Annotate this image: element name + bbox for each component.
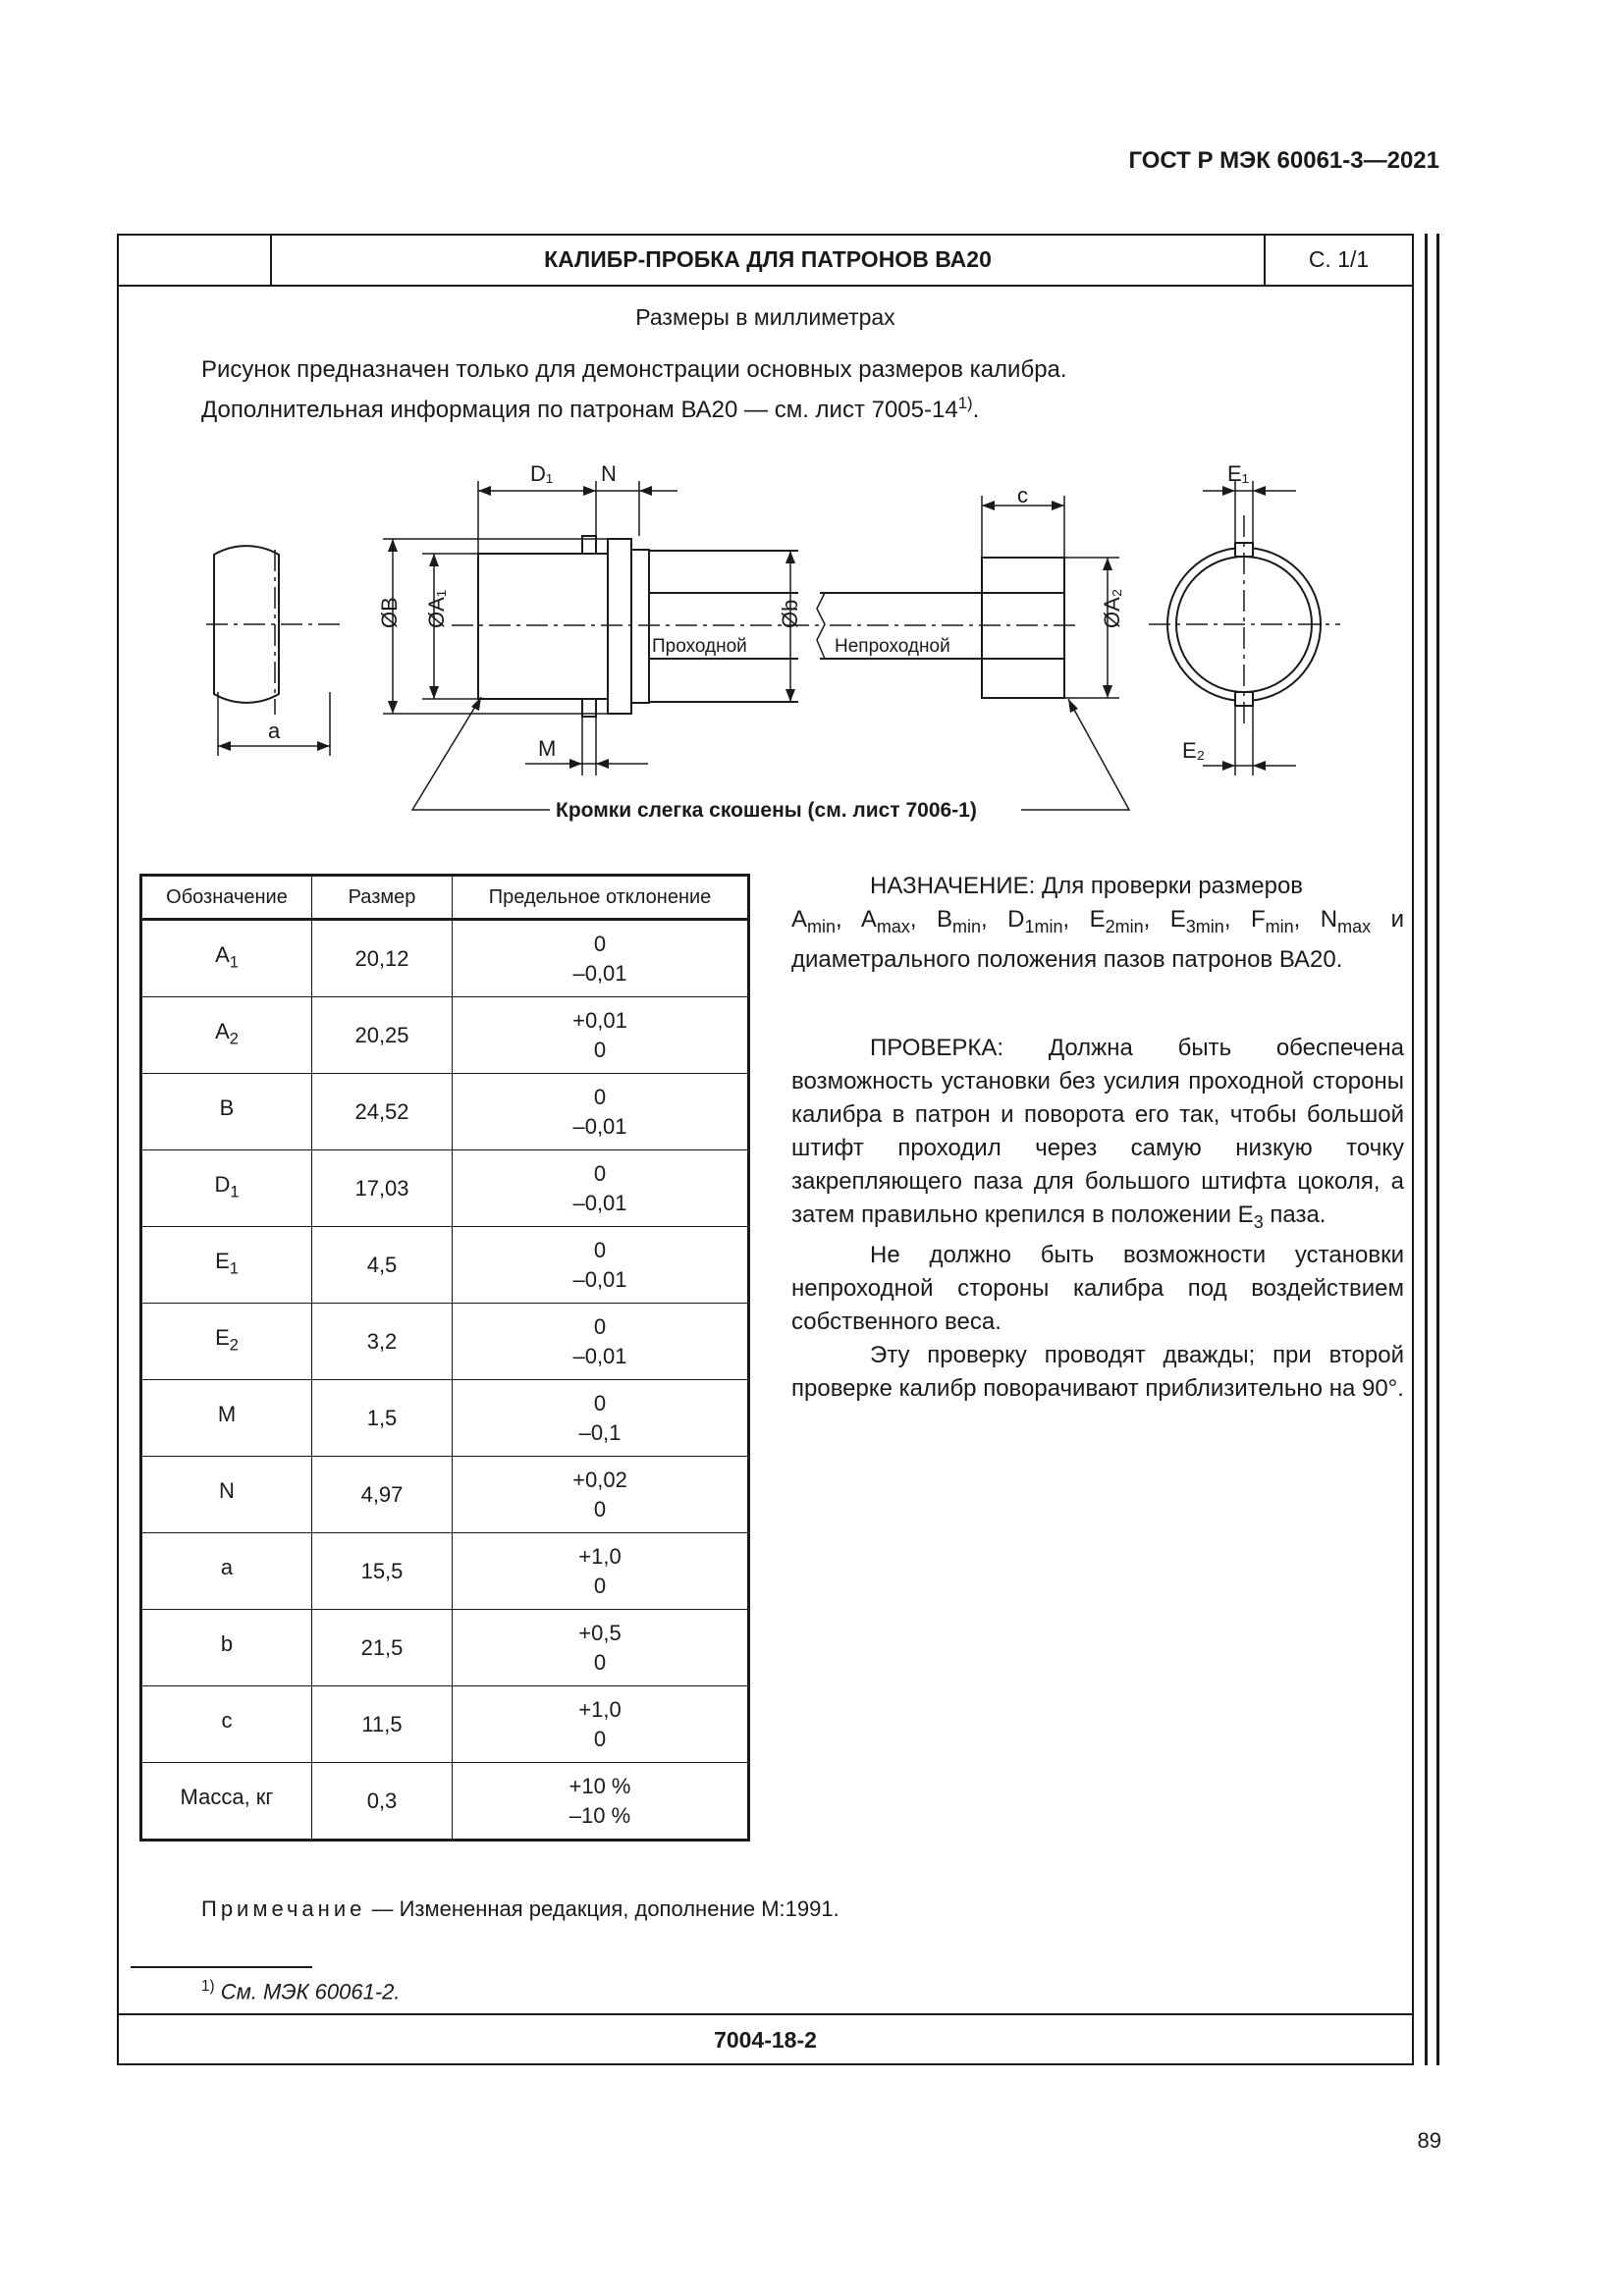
deviation-cell <box>453 1457 749 1533</box>
symbol-sub: max <box>1337 916 1372 936</box>
table-row <box>141 997 749 1074</box>
deviation-cell <box>453 997 749 1074</box>
footnote <box>201 1978 401 2004</box>
deviation-upper: 0 <box>593 1390 607 1415</box>
table-row <box>141 1610 749 1686</box>
purpose-symbol <box>1089 906 1144 936</box>
symbol-letter: A <box>860 906 877 933</box>
table-row <box>141 1457 749 1533</box>
deviation-cell <box>453 1227 749 1304</box>
check-paragraph-3: Эту проверку проводят дважды; при второй проверке калибр поворачивают приблизительно на 90°. <box>791 1341 1404 1402</box>
units-caption: Размеры в миллиметрах <box>635 304 895 330</box>
label-nogo: Непроходной <box>835 636 950 657</box>
table-row <box>141 1533 749 1610</box>
size-cell: 11,5 <box>312 1686 453 1763</box>
deviation-lower: –0,01 <box>572 1343 627 1368</box>
size-cell: 1,5 <box>312 1380 453 1457</box>
designation-cell <box>141 1686 312 1763</box>
table-row <box>141 1763 749 1841</box>
label-b-dia: ØB <box>377 597 402 628</box>
deviation-cell <box>453 1686 749 1763</box>
label-e2: E₂ <box>1182 738 1206 763</box>
designation-sub: 2 <box>229 1030 239 1048</box>
title-blank-cell <box>117 234 272 285</box>
check-paragraph-2: Не должно быть возможности установки непроходной стороны калибра под воздействием собственного веса. <box>791 1241 1404 1335</box>
check-text <box>791 1032 1404 1406</box>
designation-symbol: N <box>219 1477 235 1503</box>
deviation-upper: +0,01 <box>572 1007 627 1033</box>
intro-text <box>201 353 1330 427</box>
designation-cell <box>141 997 312 1074</box>
designation-sub: 1 <box>229 1259 239 1278</box>
deviation-lower: 0 <box>593 1726 607 1751</box>
check-p1-sub: 3 <box>1253 1211 1264 1232</box>
label-e1: E₁ <box>1227 461 1250 486</box>
purpose-symbol <box>1320 906 1372 936</box>
deviation-lower: –0,01 <box>572 1266 627 1292</box>
deviation-lower: 0 <box>593 1573 607 1598</box>
designation-symbol: A <box>215 941 230 967</box>
dimensions-table <box>139 874 750 1842</box>
deviation-cell <box>453 1074 749 1150</box>
designation-sub: 1 <box>229 953 239 972</box>
column-header: Предельное отклонение <box>453 876 749 920</box>
table-row <box>141 920 749 997</box>
purpose-tail: и диаметрального положения пазов патронов ВА20. <box>791 906 1404 973</box>
intro-line-2 <box>201 387 1330 427</box>
designation-sub: 2 <box>229 1336 239 1355</box>
label-n: N <box>601 461 617 486</box>
check-p1-end: паза. <box>1263 1201 1326 1228</box>
table-row <box>141 1074 749 1150</box>
symbol-letter: E <box>1089 906 1106 933</box>
symbol-letter: F <box>1250 906 1266 933</box>
deviation-lower: –0,01 <box>572 960 627 986</box>
footnote-separator <box>131 1966 312 1968</box>
symbol-letter: D <box>1007 906 1025 933</box>
symbol-letter: B <box>936 906 952 933</box>
frame-margin-line <box>1425 234 1428 2065</box>
size-cell: 15,5 <box>312 1533 453 1610</box>
deviation-cell <box>453 1304 749 1380</box>
column-header: Размер <box>312 876 453 920</box>
symbol-sub: max <box>876 916 910 936</box>
designation-sub: 1 <box>230 1183 240 1201</box>
label-a2-dia: ØA₂ <box>1100 588 1124 628</box>
footnote-mark: 1) <box>201 1978 215 1995</box>
designation-cell <box>141 1227 312 1304</box>
symbol-sub: 1min <box>1024 916 1063 936</box>
size-cell: 0,3 <box>312 1763 453 1841</box>
purpose-symbol <box>936 906 982 936</box>
size-cell: 20,25 <box>312 997 453 1074</box>
size-cell: 20,12 <box>312 920 453 997</box>
symbol-letter: N <box>1320 906 1338 933</box>
sheet-page-indicator: С. 1/1 <box>1308 246 1370 272</box>
designation-cell <box>141 1533 312 1610</box>
deviation-upper: +0,5 <box>578 1620 622 1645</box>
symbol-sub: min <box>952 916 982 936</box>
designation-cell <box>141 1304 312 1380</box>
purpose-symbols: $A_{min}$, $A_{max}$, $B_{min}$, $D_{1min}$, $E_{2min}$, $E_{3min}$, $F_{min}$, $N_{max}$ <box>791 906 1372 936</box>
label-bb-dia: Øb <box>778 599 802 628</box>
symbol-sub: min <box>807 916 837 936</box>
intro-line-2-text: Дополнительная информация по патронам ВА20 — см. лист 7005-14 <box>201 397 958 423</box>
purpose-symbol <box>791 906 837 936</box>
deviation-cell <box>453 1150 749 1227</box>
gauge-drawing <box>191 452 1370 834</box>
deviation-cell <box>453 920 749 997</box>
footnote-text: См. МЭК 60061-2. <box>214 1979 401 2004</box>
deviation-lower: 0 <box>593 1649 607 1675</box>
designation-symbol: c <box>221 1707 233 1733</box>
label-edges: Кромки слегка скошены (см. лист 7006-1) <box>556 799 977 822</box>
designation-symbol: A <box>215 1018 230 1043</box>
size-cell: 24,52 <box>312 1074 453 1150</box>
designation-cell <box>141 1457 312 1533</box>
label-go: Проходной <box>652 636 747 657</box>
deviation-cell <box>453 1763 749 1841</box>
gauge-body <box>478 536 798 717</box>
sheet-number: 7004-18-2 <box>117 2013 1414 2065</box>
deviation-lower: –10 % <box>568 1802 631 1828</box>
deviation-upper: +10 % <box>568 1773 631 1798</box>
designation-cell <box>141 920 312 997</box>
label-m: M <box>538 736 557 761</box>
note-text: — Измененная редакция, дополнение М:1991. <box>365 1896 839 1921</box>
designation-cell <box>141 1380 312 1457</box>
frame-margin-line <box>1436 234 1439 2065</box>
purpose-heading: НАЗНАЧЕНИЕ: Для проверки размеров <box>870 873 1304 899</box>
label-d1: D₁ <box>530 461 554 486</box>
nogo-gauge-body <box>830 558 1064 698</box>
size-cell: 17,03 <box>312 1150 453 1227</box>
table-row <box>141 1380 749 1457</box>
table-body <box>141 920 749 1841</box>
table-row <box>141 1227 749 1304</box>
designation-symbol: B <box>219 1095 235 1120</box>
note <box>201 1896 839 1922</box>
purpose-symbol <box>1007 906 1063 936</box>
designation-symbol: a <box>220 1554 234 1579</box>
designation-symbol: E <box>215 1324 230 1350</box>
column-header: Обозначение <box>141 876 312 920</box>
deviation-upper: 0 <box>593 1313 607 1339</box>
symbol-letter: E <box>1169 906 1186 933</box>
deviation-cell <box>453 1533 749 1610</box>
label-a1-dia: ØA₁ <box>424 589 449 628</box>
sheet-title: КАЛИБР-ПРОБКА ДЛЯ ПАТРОНОВ ВА20 <box>272 234 1266 285</box>
symbol-sub: min <box>1265 916 1294 936</box>
size-cell: 4,97 <box>312 1457 453 1533</box>
deviation-cell <box>453 1610 749 1686</box>
deviation-upper: 0 <box>593 931 607 956</box>
designation-symbol: E <box>215 1248 230 1273</box>
purpose-symbol <box>860 906 910 936</box>
designation-cell <box>141 1074 312 1150</box>
intro-line-2-end: . <box>972 397 980 423</box>
deviation-upper: +1,0 <box>578 1543 622 1569</box>
designation-cell <box>141 1610 312 1686</box>
check-paragraph-1 <box>791 1032 1404 1239</box>
designation-symbol: b <box>220 1630 234 1656</box>
designation-symbol: Масса, кг <box>180 1784 274 1809</box>
purpose-symbol <box>1250 906 1294 936</box>
table-header-row <box>141 876 749 920</box>
deviation-lower: 0 <box>593 1496 607 1522</box>
size-cell: 3,2 <box>312 1304 453 1380</box>
label-a: a <box>268 719 281 743</box>
symbol-sub: 3min <box>1185 916 1224 936</box>
size-cell: 4,5 <box>312 1227 453 1304</box>
purpose-text <box>791 870 1404 977</box>
deviation-cell <box>453 1380 749 1457</box>
designation-cell <box>141 1150 312 1227</box>
label-c: c <box>1017 483 1028 507</box>
deviation-lower: –0,01 <box>572 1190 627 1215</box>
designation-cell <box>141 1763 312 1841</box>
size-cell: 21,5 <box>312 1610 453 1686</box>
symbol-letter: A <box>791 906 808 933</box>
deviation-lower: –0,01 <box>572 1113 627 1139</box>
deviation-upper: 0 <box>593 1084 607 1109</box>
check-p1-text: ПРОВЕРКА: Должна быть обеспечена возможность установки без усилия проходной стороны калибра в патрон и поворота его так, чтобы большой штифт проходил через самую низкую точку закрепляющего паза для большого штифта цоколя, а затем правильно крепился в положении E <box>791 1035 1404 1228</box>
table-row <box>141 1686 749 1763</box>
sheet-title-row <box>117 234 1414 287</box>
purpose-symbol <box>1169 906 1224 936</box>
footnote-ref: 1) <box>957 394 973 412</box>
designation-symbol: D <box>214 1171 231 1197</box>
deviation-upper: 0 <box>593 1237 607 1262</box>
table-row <box>141 1150 749 1227</box>
deviation-lower: 0 <box>593 1037 607 1062</box>
intro-line-1: Рисунок предназначен только для демонстрации основных размеров калибра. <box>201 356 1067 383</box>
deviation-lower: –0,1 <box>578 1419 622 1445</box>
standard-code: ГОСТ Р МЭК 60061-3—2021 <box>1128 147 1439 174</box>
note-label: Примечание <box>201 1896 366 1921</box>
page-number: 89 <box>1417 2128 1441 2153</box>
deviation-upper: +1,0 <box>578 1696 622 1722</box>
table-row <box>141 1304 749 1380</box>
symbol-sub: 2min <box>1105 916 1144 936</box>
designation-symbol: M <box>217 1401 237 1426</box>
deviation-upper: +0,02 <box>572 1467 627 1492</box>
deviation-upper: 0 <box>593 1160 607 1186</box>
